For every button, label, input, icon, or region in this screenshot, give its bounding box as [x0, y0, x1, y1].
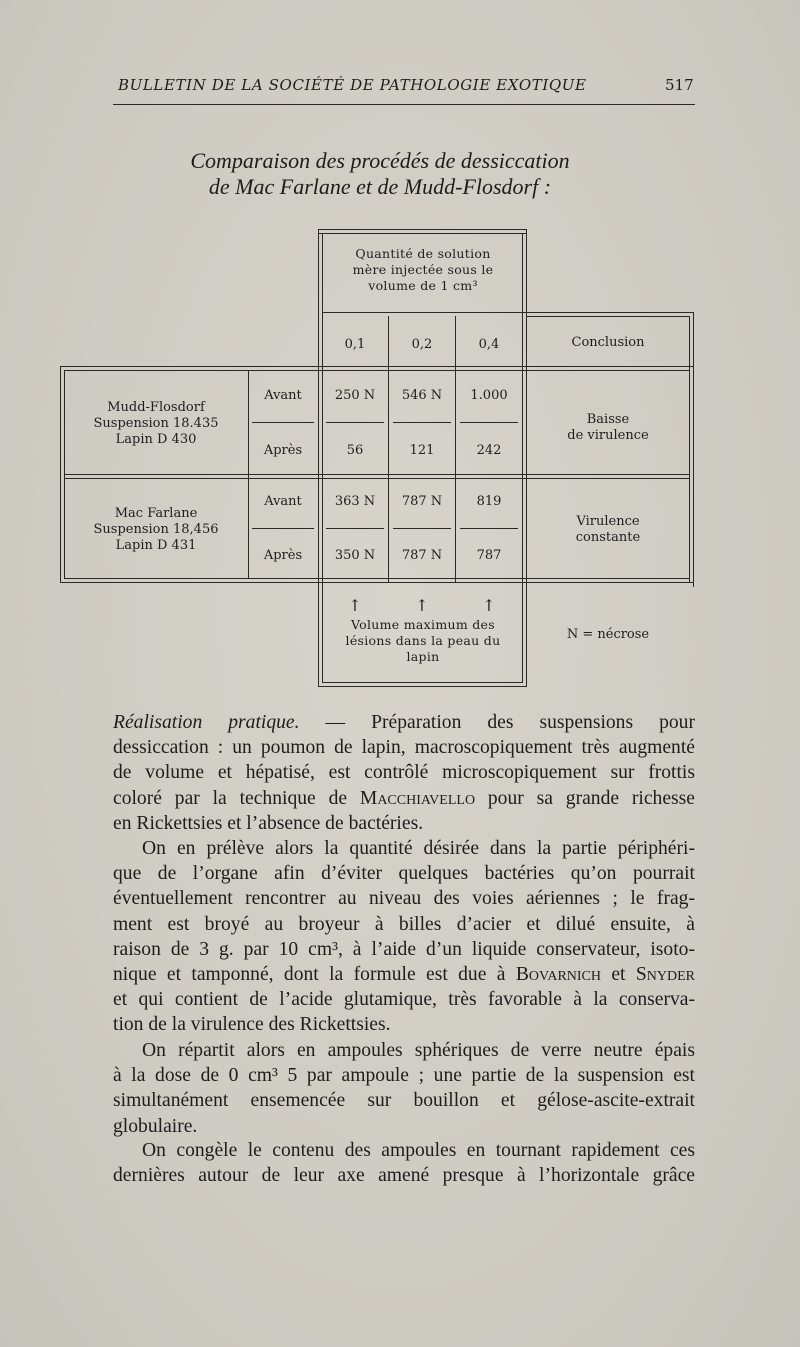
paragraph-repartition	[113, 1038, 695, 1139]
rule	[326, 528, 384, 529]
row2-avant-val-3: 819	[476, 494, 502, 509]
row2-avant-val-2: 787 N	[401, 494, 443, 509]
rule	[252, 528, 314, 529]
dose-col-3: 0,4	[478, 337, 500, 352]
row1-conclusion-1: Baisse	[586, 412, 630, 427]
bottom-note-line-2: lésions dans la peau du	[345, 633, 501, 648]
dose-col-2: 0,2	[411, 337, 433, 352]
arrow-up-icon: ↑	[348, 596, 362, 615]
top-header-line-3: volume de 1 cm³	[368, 278, 478, 293]
arrow-up-icon: ↑	[482, 596, 496, 615]
text-line: à la dose de 0 cm³ 5 par ampoule ; une partie de la suspension est	[113, 1065, 695, 1087]
section-lead: Réalisation pratique.	[113, 712, 300, 733]
top-header-line-2: mère injectée sous le	[352, 262, 494, 277]
rule	[460, 528, 518, 529]
text-line: et qui contient de l’acide glutamique, très favorable à la conserva-	[113, 989, 695, 1011]
row2-avant-val-1: 363 N	[334, 494, 376, 509]
row2-conclusion-2: constante	[575, 530, 641, 545]
text-line: et	[601, 964, 636, 986]
rule	[393, 528, 451, 529]
row1-label-2: Suspension 18.435	[93, 416, 219, 431]
conclusion-header: Conclusion	[571, 335, 645, 350]
rule	[318, 686, 527, 687]
row2-avant-label: Avant	[264, 494, 302, 509]
paragraph-prelevement	[113, 836, 695, 1038]
rule	[252, 422, 314, 423]
rule	[322, 233, 323, 587]
table-caption-line-1: Comparaison des procédés de dessiccation	[190, 148, 570, 173]
text-line: en Rickettsies et l’absence de bactéries.	[113, 812, 424, 834]
row1-label-3: Lapin D 430	[115, 432, 197, 447]
row2-label-1: Mac Farlane	[114, 506, 198, 521]
text-line: On congèle le contenu des ampoules en tournant rapidement ces	[142, 1140, 695, 1161]
rule	[318, 233, 527, 234]
row2-apres-label: Après	[263, 548, 303, 563]
row1-apres-val-3: 242	[476, 443, 502, 458]
author-name: Macchiavello	[359, 787, 476, 809]
bottom-note-line-3: lapin	[406, 649, 440, 664]
rule	[64, 478, 690, 479]
rule	[64, 370, 690, 371]
row1-apres-val-1: 56	[346, 443, 364, 458]
text-line: globulaire.	[113, 1115, 198, 1137]
rule	[318, 229, 319, 587]
row1-apres-val-2: 121	[409, 443, 435, 458]
row2-apres-val-2: 787 N	[401, 548, 443, 563]
text-line: coloré par la technique de	[113, 787, 360, 809]
rule	[64, 474, 690, 475]
rule	[689, 316, 690, 582]
row2-label-3: Lapin D 431	[115, 538, 197, 553]
rule	[393, 422, 451, 423]
row1-avant-val-2: 546 N	[401, 388, 443, 403]
legend-necrose: N = nécrose	[566, 627, 650, 642]
rule	[318, 582, 319, 686]
rule	[318, 229, 527, 230]
rule	[693, 312, 694, 587]
row1-label-1: Mudd-Flosdorf	[107, 400, 205, 415]
row1-avant-val-3: 1.000	[470, 388, 508, 403]
running-title: BULLETIN DE LA SOCIÉTÉ DE PATHOLOGIE EXOTIQUE	[118, 76, 587, 94]
rule	[60, 366, 61, 582]
row1-apres-label: Après	[263, 443, 303, 458]
rule	[460, 422, 518, 423]
rule	[60, 582, 694, 583]
text-line: de volume et hépatisé, est contrôlé microscopiquement sur frottis	[113, 762, 695, 784]
text-line: éventuellement rencontrer au niveau des voies aériennes ; le frag-	[113, 888, 695, 910]
rule	[64, 578, 690, 579]
text-line: — Préparation des suspensions pour	[299, 712, 695, 733]
bottom-note-line-1: Volume maximum des	[351, 617, 495, 632]
top-header-line-1: Quantité de solution	[355, 246, 491, 261]
arrow-up-icon: ↑	[415, 596, 429, 615]
text-line: dernières autour de leur axe amené presque à l’horizontale grâce	[113, 1165, 695, 1187]
rule	[326, 422, 384, 423]
row2-apres-val-1: 350 N	[334, 548, 376, 563]
rule	[522, 586, 523, 682]
paragraph-congelation	[113, 1138, 695, 1188]
text-line: simultanément ensemencée sur bouillon et gélose-ascite-extrait	[113, 1090, 695, 1112]
text-line: pour sa grande richesse	[475, 787, 696, 809]
dose-col-1: 0,1	[344, 337, 366, 352]
row1-avant-val-1: 250 N	[334, 388, 376, 403]
row1-avant-label: Avant	[264, 388, 302, 403]
rule	[60, 366, 694, 367]
rule	[522, 233, 523, 587]
rule	[322, 682, 523, 683]
author-name: Snyder	[635, 964, 695, 986]
text-line: On en prélève alors la quantité désirée dans la partie périphéri-	[142, 838, 695, 859]
header-rule	[113, 104, 695, 105]
row1-conclusion-2: de virulence	[567, 428, 649, 443]
text-line: ment est broyé au broyeur à billes d’acier et dilué ensuite, à	[113, 913, 695, 935]
author-name: Bovarnich	[515, 964, 601, 986]
row2-conclusion-1: Virulence	[576, 514, 640, 529]
page-number: 517	[665, 76, 694, 94]
text-line: On répartit alors en ampoules sphériques de verre neutre épais	[142, 1040, 695, 1061]
row2-label-2: Suspension 18,456	[93, 522, 219, 537]
text-line: dessiccation : un poumon de lapin, macroscopiquement très augmenté	[113, 737, 695, 759]
text-line: raison de 3 g. par 10 cm³, à l’aide d’un liquide conservateur, isoto-	[113, 938, 695, 960]
row2-apres-val-3: 787	[476, 548, 502, 563]
table-caption-line-2: de Mac Farlane et de Mudd-Flosdorf :	[208, 174, 552, 199]
text-line: que de l’organe afin d’éviter quelques bactéries qu’on pourrait	[113, 863, 695, 885]
text-line: nique et tamponné, dont la formule est due à	[113, 964, 516, 986]
paragraph-realisation	[113, 710, 695, 836]
rule	[526, 316, 690, 317]
text-line: tion de la virulence des Rickettsies.	[113, 1014, 391, 1036]
rule	[322, 312, 694, 313]
